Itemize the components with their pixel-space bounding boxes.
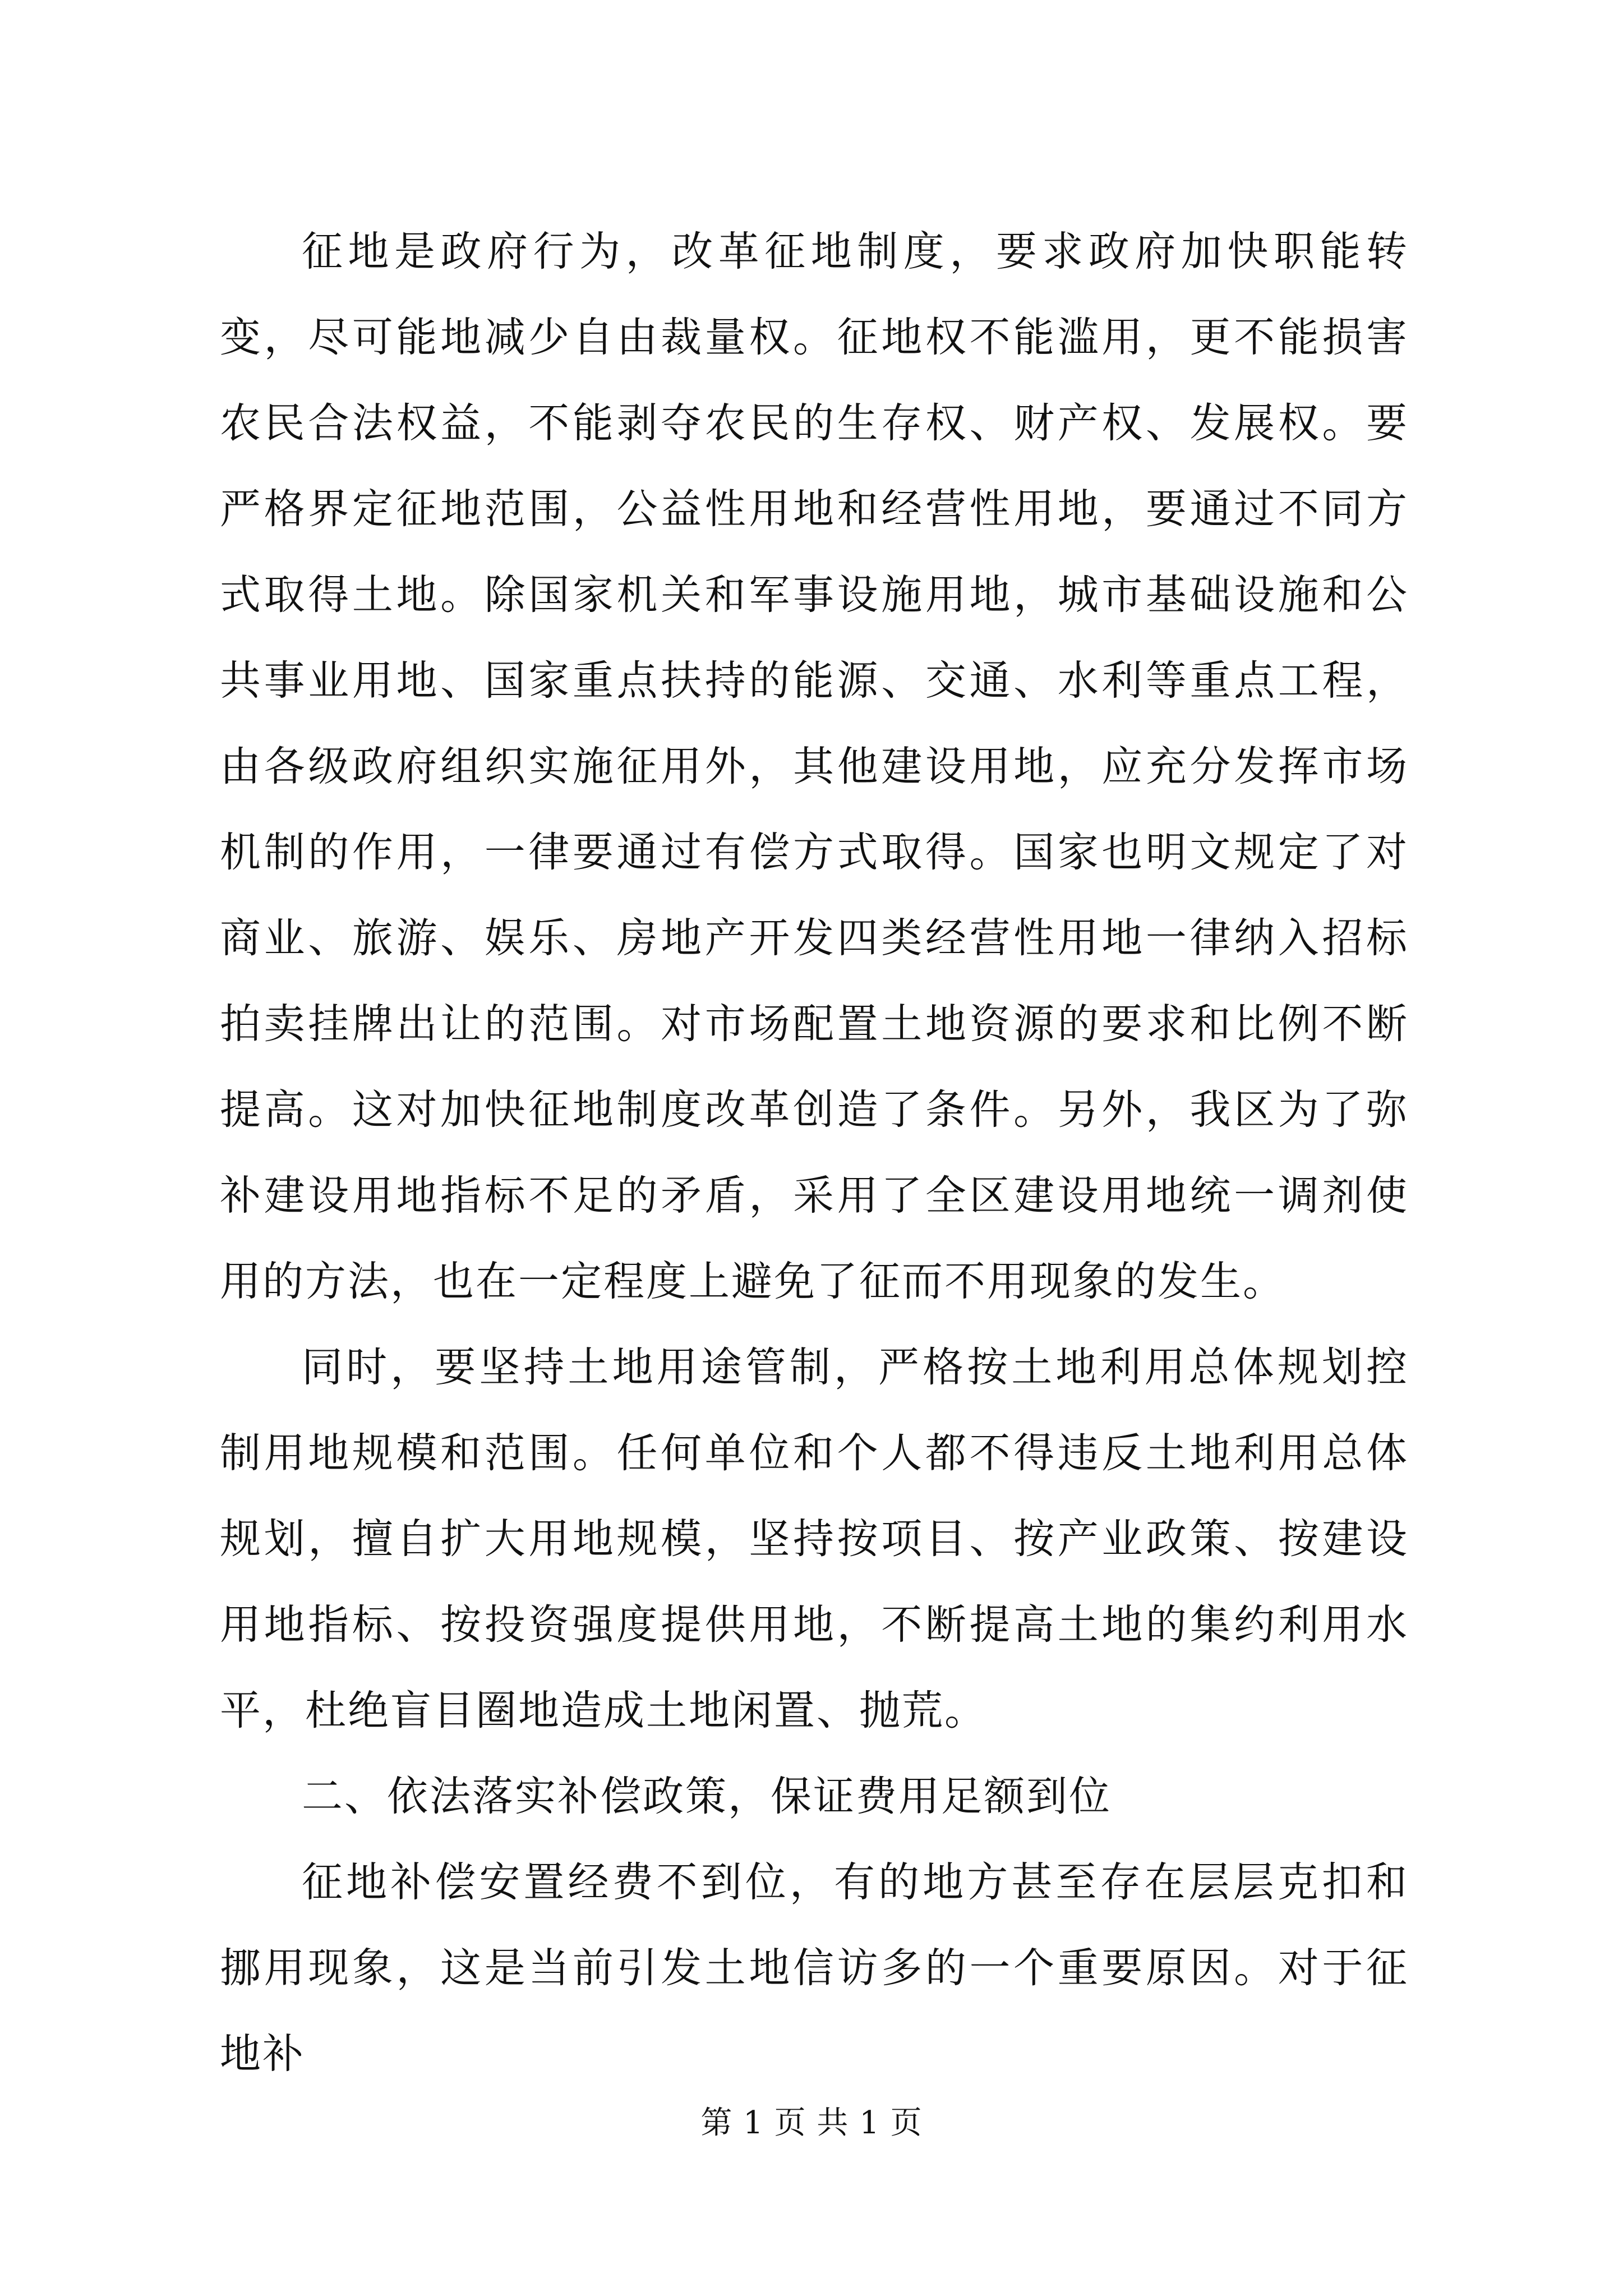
paragraph: 征地补偿安置经费不到位，有的地方甚至存在层层克扣和挪用现象，这是当前引发土地信访多的一个重要原因。对于征地补 — [220, 1858, 1409, 2078]
page-footer: 第 1 页 共 1 页 — [700, 2105, 923, 2141]
document-body — [220, 209, 1409, 2097]
paragraph: 征地是政府行为，改革征地制度，要求政府加快职能转变，尽可能地减少自由裁量权。征地权不能滥用，更不能损害农民合法权益，不能剥夺农民的生存权、财产权、发展权。要严格界定征地范围，公益性用地和经营性用地，要通过不同方式取得土地。除国家机关和军事设施用地，城市基础设施和公共事业用地、国家重点扶持的能源、交通、水利等重点工程，由各级政府组织实施征用外，其他建设用地，应充分发挥市场机制的作用，一律要通过有偿方式取得。国家也明文规定了对商业、旅游、娱乐、房地产开发四类经营性用地一律纳入招标拍卖挂牌出让的范围。对市场配置土地资源的要求和比例不断提高。这对加快征地制度改革创造了条件。另外，我区为了弥补建设用地指标不足的矛盾，采用了全区建设用地统一调剂使用的方法，也在一定程度上避免了征而不用现象的发生。 — [220, 228, 1409, 1305]
paragraph: 同时，要坚持土地用途管制，严格按土地利用总体规划控制用地规模和范围。任何单位和个人都不得违反土地利用总体规划，擅自扩大用地规模，坚持按项目、按产业政策、按建设用地指标、按投资强度提供用地，不断提高土地的集约利用水平，杜绝盲目圈地造成土地闲置、抛荒。 — [220, 1343, 1409, 1734]
section-heading: 二、依法落实补偿政策，保证费用足额到位 — [302, 1773, 1112, 1820]
